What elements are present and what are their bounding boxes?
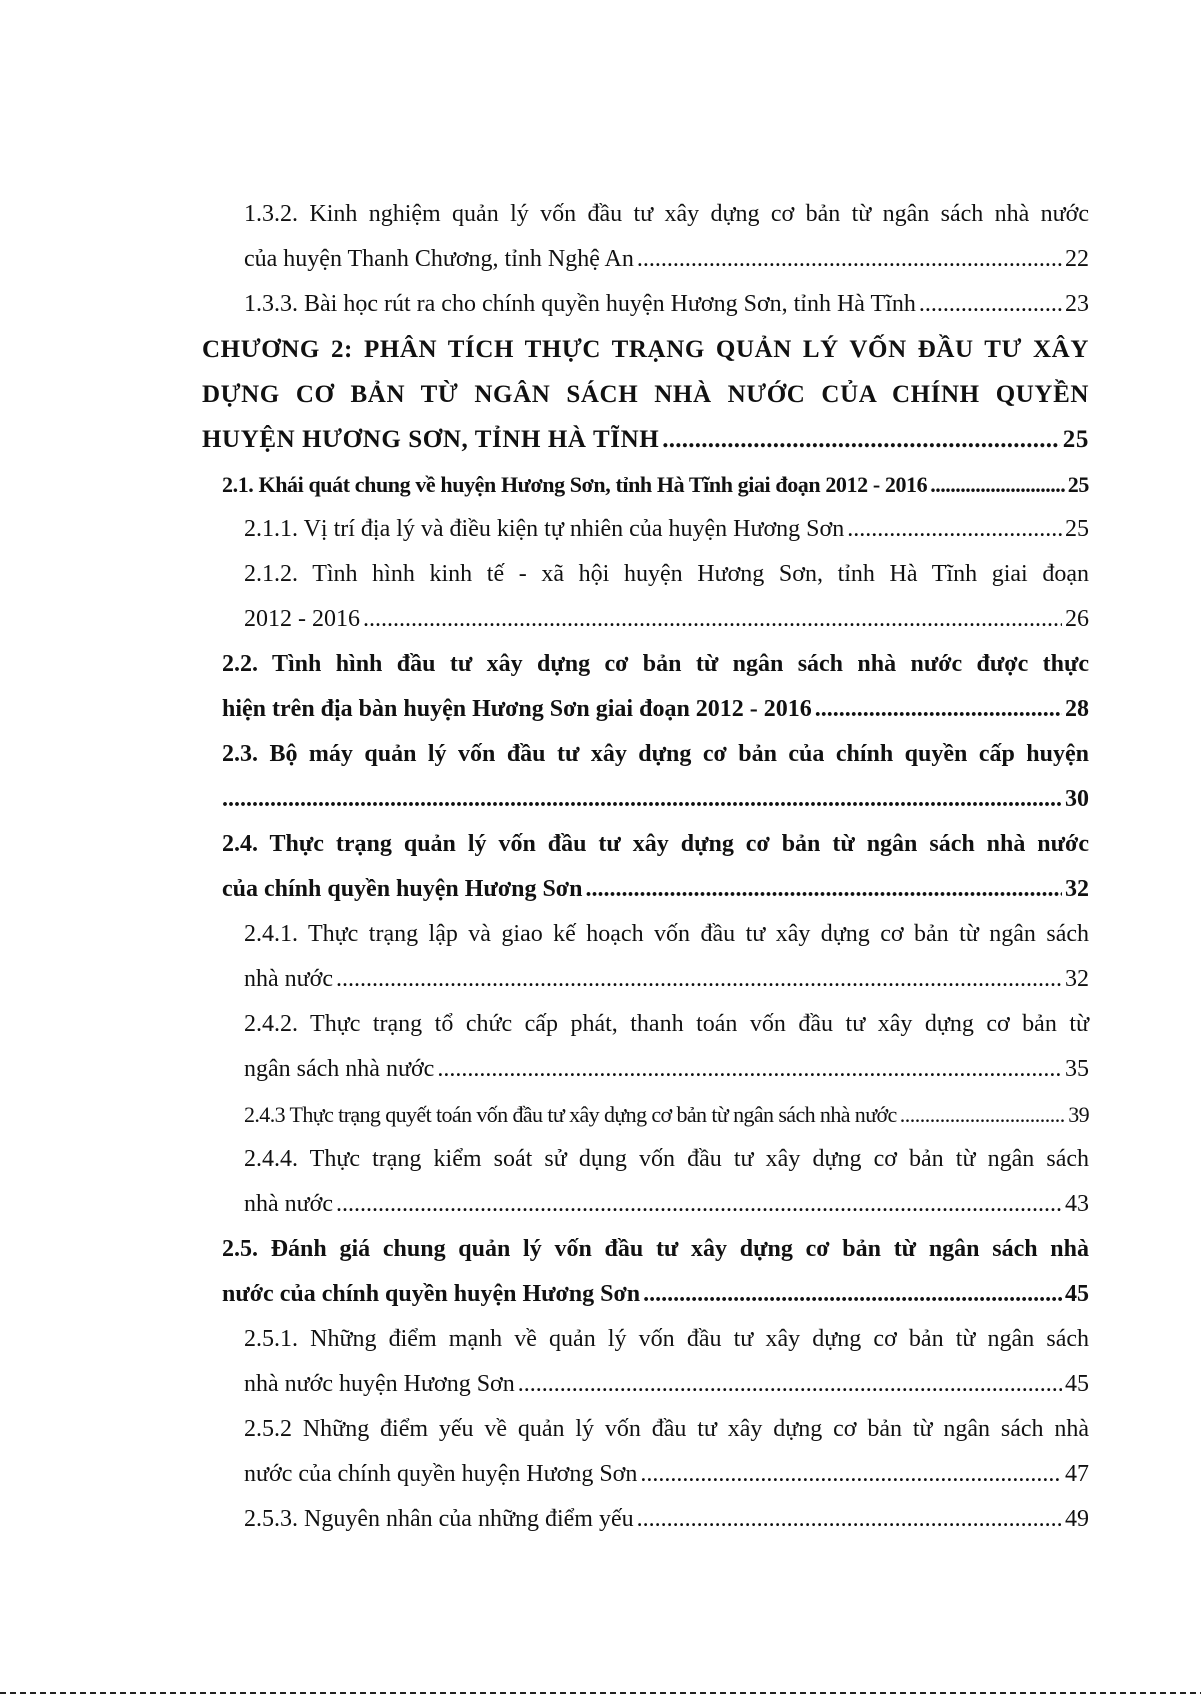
toc-entry-last-line	[244, 1452, 1089, 1497]
dot-leader	[336, 957, 1062, 1002]
toc-entry-text-line: 2.4.2. Thực trạng tổ chức cấp phát, thanh toán vốn đầu tư xây dựng cơ bản từ	[244, 1011, 1089, 1037]
toc-entry-title: 2.1.1. Vị trí địa lý và điều kiện tự nhiên của huyện Hương Sơn	[244, 516, 845, 542]
toc-page-number: 35	[1065, 1056, 1089, 1082]
dot-leader	[930, 462, 1065, 507]
toc-page-number: 22	[1065, 246, 1089, 272]
toc-entry-title: 1.3.3. Bài học rút ra cho chính quyền huyện Hương Sơn, tỉnh Hà Tĩnh	[244, 291, 916, 317]
toc-entry-title: 2.4.3 Thực trạng quyết toán vốn đầu tư xây dựng cơ bản từ ngân sách nhà nước	[244, 1102, 897, 1127]
toc-entry-text-line: CHƯƠNG 2: PHÂN TÍCH THỰC TRẠNG QUẢN LÝ VỐN ĐẦU TƯ XÂY	[202, 336, 1089, 363]
toc-entry-title: hiện trên địa bàn huyện Hương Sơn giai đoạn 2012 - 2016	[222, 696, 812, 722]
toc-entry-last-line	[244, 1047, 1089, 1092]
toc-entry-text-line: 2.2. Tình hình đầu tư xây dựng cơ bản từ ngân sách nhà nước được thực	[222, 651, 1089, 677]
toc-page-number: 25	[1062, 426, 1089, 453]
toc-entry-text-line: 2.5. Đánh giá chung quản lý vốn đầu tư xây dựng cơ bản từ ngân sách nhà	[222, 1236, 1089, 1262]
toc-entry-last-line	[244, 1497, 1089, 1542]
dot-leader	[847, 507, 1062, 552]
toc-page-number: 43	[1065, 1191, 1089, 1217]
dot-leader	[637, 237, 1062, 282]
dot-leader	[222, 777, 1062, 822]
toc-entry-title: nước của chính quyền huyện Hương Sơn	[222, 1281, 641, 1307]
toc-entry[interactable]	[244, 192, 1089, 282]
toc-page-number: 39	[1068, 1102, 1089, 1127]
toc-page-number: 32	[1065, 876, 1089, 902]
toc-page-number: 47	[1065, 1461, 1089, 1487]
dot-leader	[643, 1272, 1062, 1317]
toc-entry-title: nhà nước huyện Hương Sơn	[244, 1371, 515, 1397]
toc-entry-last-line	[222, 867, 1089, 912]
toc-entry-last-line	[244, 1092, 1089, 1137]
toc-entry-title: 2012 - 2016	[244, 606, 360, 632]
toc-entry-text-line: 2.5.2 Những điểm yếu về quản lý vốn đầu tư xây dựng cơ bản từ ngân sách nhà	[244, 1416, 1089, 1442]
toc-entry[interactable]	[222, 462, 1089, 507]
toc-entry[interactable]	[244, 507, 1089, 552]
toc-entry[interactable]	[244, 1407, 1089, 1497]
toc-entry[interactable]	[244, 1497, 1089, 1542]
toc-entry[interactable]	[244, 1092, 1089, 1137]
toc-page-number: 25	[1067, 472, 1089, 497]
dot-leader	[919, 282, 1062, 327]
toc-entry-last-line	[244, 237, 1089, 282]
toc-entry-title: ngân sách nhà nước	[244, 1056, 435, 1082]
dot-leader	[336, 1182, 1062, 1227]
table-of-contents	[202, 192, 1089, 1542]
toc-entry-title: nước của chính quyền huyện Hương Sơn	[244, 1461, 638, 1487]
toc-entry-last-line	[222, 1272, 1089, 1317]
toc-entry-title: HUYỆN HƯƠNG SƠN, TỈNH HÀ TĨNH	[202, 426, 660, 453]
toc-entry-last-line	[222, 462, 1089, 507]
toc-entry[interactable]	[222, 642, 1089, 732]
toc-entry-title: 2.5.3. Nguyên nhân của những điểm yếu	[244, 1506, 634, 1532]
dot-leader	[815, 687, 1062, 732]
toc-entry[interactable]	[244, 282, 1089, 327]
dot-leader	[637, 1497, 1062, 1542]
toc-entry-text-line: 2.1.2. Tình hình kinh tế - xã hội huyện Hương Sơn, tỉnh Hà Tĩnh giai đoạn	[244, 561, 1089, 587]
toc-page-number: 23	[1065, 291, 1089, 317]
dot-leader	[437, 1047, 1062, 1092]
toc-entry-last-line	[244, 957, 1089, 1002]
toc-entry-text-line: 2.4.4. Thực trạng kiểm soát sử dụng vốn đầu tư xây dựng cơ bản từ ngân sách	[244, 1146, 1089, 1172]
toc-entry[interactable]	[244, 1002, 1089, 1092]
toc-page-number: 49	[1065, 1506, 1089, 1532]
toc-entry-text-line: 1.3.2. Kinh nghiệm quản lý vốn đầu tư xây dựng cơ bản từ ngân sách nhà nước	[244, 201, 1089, 227]
toc-page-number: 30	[1065, 786, 1089, 812]
dot-leader	[662, 417, 1060, 462]
toc-entry[interactable]	[222, 1227, 1089, 1317]
toc-entry-last-line	[222, 777, 1089, 822]
toc-entry-text-line: 2.4.1. Thực trạng lập và giao kế hoạch vốn đầu tư xây dựng cơ bản từ ngân sách	[244, 921, 1089, 947]
toc-entry[interactable]	[202, 327, 1089, 462]
toc-entry[interactable]	[222, 822, 1089, 912]
toc-entry[interactable]	[222, 732, 1089, 822]
toc-entry-title: 2.1. Khái quát chung về huyện Hương Sơn, tỉnh Hà Tĩnh giai đoạn 2012 - 2016	[222, 472, 928, 497]
toc-entry-last-line	[244, 1182, 1089, 1227]
toc-page-number: 45	[1065, 1371, 1089, 1397]
dot-leader	[518, 1362, 1062, 1407]
toc-entry[interactable]	[244, 552, 1089, 642]
toc-entry-title: nhà nước	[244, 1191, 334, 1217]
toc-entry-last-line	[244, 1362, 1089, 1407]
toc-entry-text-line: 2.4. Thực trạng quản lý vốn đầu tư xây dựng cơ bản từ ngân sách nhà nước	[222, 831, 1089, 857]
toc-entry-last-line	[244, 282, 1089, 327]
toc-entry-text-line: 2.3. Bộ máy quản lý vốn đầu tư xây dựng cơ bản của chính quyền cấp huyện	[222, 741, 1089, 767]
toc-entry-last-line	[202, 417, 1089, 462]
toc-entry-text-line: 2.5.1. Những điểm mạnh về quản lý vốn đầu tư xây dựng cơ bản từ ngân sách	[244, 1326, 1089, 1352]
toc-entry-last-line	[244, 597, 1089, 642]
toc-entry-text-line: DỰNG CƠ BẢN TỪ NGÂN SÁCH NHÀ NƯỚC CỦA CHÍNH QUYỀN	[202, 381, 1089, 408]
dot-leader	[363, 597, 1062, 642]
toc-page-number: 45	[1065, 1281, 1089, 1307]
toc-entry[interactable]	[244, 912, 1089, 1002]
toc-entry-title: của chính quyền huyện Hương Sơn	[222, 876, 583, 902]
toc-entry[interactable]	[244, 1137, 1089, 1227]
toc-page-number: 26	[1065, 606, 1089, 632]
toc-page-number: 28	[1065, 696, 1089, 722]
toc-entry[interactable]	[244, 1317, 1089, 1407]
toc-entry-title: nhà nước	[244, 966, 334, 992]
toc-entry-last-line	[222, 687, 1089, 732]
dot-leader	[640, 1452, 1062, 1497]
toc-page-number: 32	[1065, 966, 1089, 992]
toc-page-number: 25	[1065, 516, 1089, 542]
toc-entry-last-line	[244, 507, 1089, 552]
dot-leader	[585, 867, 1062, 912]
toc-entry-title: của huyện Thanh Chương, tỉnh Nghệ An	[244, 246, 634, 272]
page-bottom-edge	[0, 1692, 1201, 1694]
dot-leader	[900, 1092, 1065, 1137]
